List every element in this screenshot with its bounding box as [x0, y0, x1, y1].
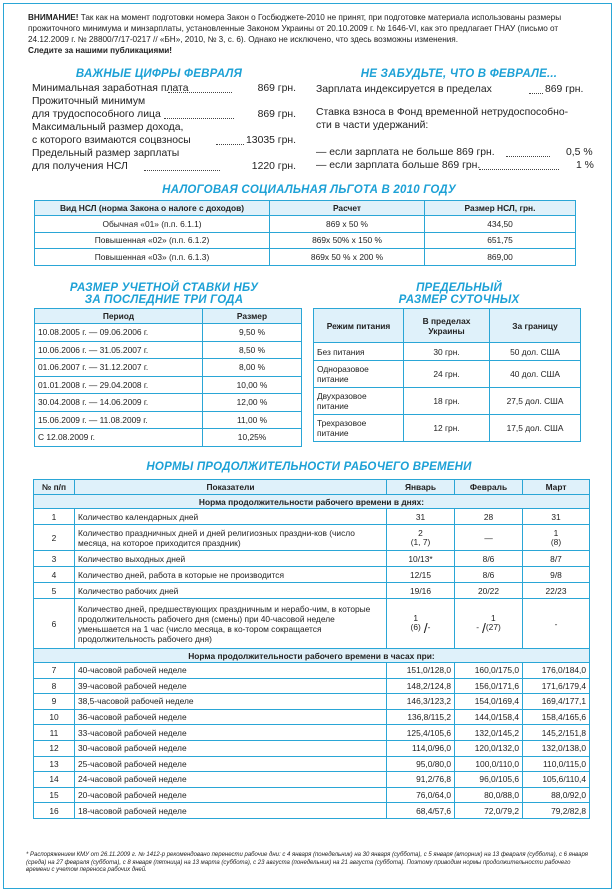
work-time-row — [34, 803, 590, 819]
feb-figure-label: с которого взимаются соцвзносы — [32, 135, 191, 146]
work-time-value: 125,4/105,6 — [387, 725, 455, 741]
nsl-cell: Повышенная «03» (п.п. 6.1.3) — [35, 249, 270, 266]
nbu-rate: 10,25% — [203, 429, 302, 447]
row-number: 5 — [34, 583, 75, 599]
rate-low-value: 0,5 % — [566, 147, 593, 158]
per-diem-mode: Без питания — [314, 343, 404, 361]
work-time-value: 91,2/76,8 — [387, 772, 455, 788]
nbu-row — [35, 411, 302, 429]
value-fraction — [551, 529, 561, 547]
nbu-table-wrap — [34, 308, 302, 447]
row-number: 6 — [34, 599, 75, 649]
work-time-header: Март — [523, 480, 590, 495]
nbu-period: 10.06.2006 г. — 31.05.2007 г. — [35, 341, 203, 359]
feb-figure-label: Максимальный размер дохода, — [32, 122, 184, 133]
per-diem-abroad: 50 дол. США — [490, 343, 581, 361]
work-time-value: 31 — [387, 509, 455, 525]
per-diem-header: В пределах Украины — [404, 309, 490, 343]
nsl-cell: 651,75 — [425, 232, 576, 249]
nsl-cell: 869,00 — [425, 249, 576, 266]
value-fraction — [411, 529, 431, 547]
value-tail: - — [427, 622, 431, 633]
feb-figure-label: Минимальная заработная плата — [32, 83, 189, 94]
work-time-value: — — [455, 525, 523, 551]
slash-divider: / — [423, 619, 428, 636]
per-diem-ukraine: 12 грн. — [404, 415, 490, 442]
work-time-row — [34, 694, 590, 710]
work-time-value: 145,2/151,8 — [523, 725, 590, 741]
per-diem-ukraine: 24 грн. — [404, 361, 490, 388]
nsl-header: Размер НСЛ, грн. — [425, 201, 576, 216]
work-time-row — [34, 709, 590, 725]
nbu-period: 15.06.2009 г. — 11.08.2009 г. — [35, 411, 203, 429]
value-main: 2 — [418, 527, 423, 538]
work-time-value: 68,4/57,6 — [387, 803, 455, 819]
nsl-header: Расчет — [270, 201, 425, 216]
work-time-value: 171,6/179,4 — [523, 678, 590, 694]
nbu-row — [35, 359, 302, 377]
work-time-value: 120,0/132,0 — [455, 740, 523, 756]
nbu-title-1: РАЗМЕР УЧЕТНОЙ СТАВКИ НБУ — [69, 282, 259, 294]
work-time-value — [387, 525, 455, 551]
work-time-row — [34, 772, 590, 788]
nsl-cell: 869х 50 % х 200 % — [270, 249, 425, 266]
work-time-value: 8/6 — [455, 567, 523, 583]
row-label: 25-часовой рабочей неделе — [75, 756, 387, 772]
nsl-row — [35, 216, 576, 233]
dots — [168, 92, 232, 93]
work-time-table — [33, 479, 590, 819]
nsl-cell: Повышенная «02» (п.п. 6.1.2) — [35, 232, 270, 249]
work-time-row — [34, 509, 590, 525]
work-time-title: НОРМЫ ПРОДОЛЖИТЕЛЬНОСТИ РАБОЧЕГО ВРЕМЕНИ — [146, 461, 472, 473]
row-label: 24-часовой рабочей неделе — [75, 772, 387, 788]
nbu-row — [35, 376, 302, 394]
work-time-value: 19/16 — [387, 583, 455, 599]
work-time-value: 80,0/88,0 — [455, 787, 523, 803]
nsl-table-wrap — [34, 200, 576, 266]
work-time-section — [34, 495, 590, 509]
row-label: 40-часовой рабочей неделе — [75, 663, 387, 679]
nsl-cell: Обычная «01» (п.п. 6.1.1) — [35, 216, 270, 233]
work-time-row — [34, 583, 590, 599]
row-label: Количество рабочих дней — [75, 583, 387, 599]
row-number: 10 — [34, 709, 75, 725]
rate-low: — если зарплата не больше 869 грн. — [316, 147, 495, 158]
work-time-value: 95,0/80,0 — [387, 756, 455, 772]
nsl-cell: 869 х 50 % — [270, 216, 425, 233]
work-time-row — [34, 740, 590, 756]
row-label: Количество выходных дней — [75, 551, 387, 567]
feb-figure-label: Предельный размер зарплаты — [32, 148, 180, 159]
work-time-value: 144,0/158,4 — [455, 709, 523, 725]
work-time-value: 136,8/115,2 — [387, 709, 455, 725]
notice-lead: ВНИМАНИЕ! — [28, 13, 79, 22]
per-diem-table — [313, 308, 581, 442]
dont-forget-line1-value: 869 грн. — [545, 84, 584, 95]
per-diem-abroad: 40 дол. США — [490, 361, 581, 388]
work-time-row — [34, 567, 590, 583]
nbu-rate: 11,00 % — [203, 411, 302, 429]
work-time-value: 72,0/79,2 — [455, 803, 523, 819]
page — [3, 3, 612, 889]
work-time-value: 156,0/171,6 — [455, 678, 523, 694]
work-time-row — [34, 787, 590, 803]
nbu-header: Размер — [203, 309, 302, 324]
work-time-value: 100,0/110,0 — [455, 756, 523, 772]
per-diem-table-wrap — [313, 308, 581, 442]
row-label: Количество дней, предшествующих праздничным и нерабо-чим, в которые продолжительность рабочего дня (смены) при 40-часовой неделе уменьшается на 1 час (число месяца, в ко-тором сокращается продолжительность рабочего дня) — [75, 599, 387, 649]
work-time-row — [34, 663, 590, 679]
row-number: 14 — [34, 772, 75, 788]
feb-figure-label: Прожиточный минимум — [32, 96, 146, 107]
work-time-row — [34, 725, 590, 741]
row-label: Количество праздничных дней и дней религиозных праздни-ков (число месяца, на которое приходится праздник) — [75, 525, 387, 551]
dont-forget-line1: Зарплата индексируется в пределах — [316, 84, 492, 95]
row-number: 3 — [34, 551, 75, 567]
work-time-value: 76,0/64,0 — [387, 787, 455, 803]
per-diem-row — [314, 361, 581, 388]
nbu-table — [34, 308, 302, 447]
nbu-period: С 12.08.2009 г. — [35, 429, 203, 447]
work-time-value: 146,3/123,2 — [387, 694, 455, 710]
per-diem-row — [314, 415, 581, 442]
nbu-period: 01.06.2007 г. — 31.12.2007 г. — [35, 359, 203, 377]
notice-text: Так как на момент подготовки номера Закон о Госбюджете-2010 не принят, при подготовке материала использованы размеры прожиточного минимума и минзарплаты, установленные Законом Украины от 20.10.2009 г. № 1646-VI, как это предлагает ГНАУ (письмо от 24.12.2009 г. № 28800/7/17-0217 // «БН», 2010, № 3, с. 6). Однако не исключено, что здесь возможны изменения. — [28, 13, 562, 44]
nsl-header: Вид НСЛ (норма Закона о налоге с доходов) — [35, 201, 270, 216]
per-diem-mode: Трехразовое питание — [314, 415, 404, 442]
work-time-value: 110,0/115,0 — [523, 756, 590, 772]
nsl-cell: 434,50 — [425, 216, 576, 233]
work-time-row — [34, 678, 590, 694]
row-label: Количество дней, работа в которые не производится — [75, 567, 387, 583]
nbu-rate: 8,00 % — [203, 359, 302, 377]
work-time-value — [387, 599, 455, 649]
row-number: 1 — [34, 509, 75, 525]
dots — [529, 93, 543, 94]
work-time-value: 88,0/92,0 — [523, 787, 590, 803]
work-time-value: 176,0/184,0 — [523, 663, 590, 679]
per-diem-mode: Одноразовое питание — [314, 361, 404, 388]
row-label: 18-часовой рабочей неделе — [75, 803, 387, 819]
nsl-cell: 869х 50% х 150 % — [270, 232, 425, 249]
work-time-value — [523, 525, 590, 551]
rate-high: — если зарплата больше 869 грн. — [316, 160, 481, 171]
work-time-value: 96,0/105,6 — [455, 772, 523, 788]
dots — [479, 169, 559, 170]
row-number: 7 — [34, 663, 75, 679]
nbu-period: 10.08.2005 г. — 09.06.2006 г. — [35, 324, 203, 342]
row-number: 4 — [34, 567, 75, 583]
per-diem-row — [314, 343, 581, 361]
rate-high-value: 1 % — [576, 160, 594, 171]
work-time-table-wrap — [33, 479, 590, 819]
dots — [216, 144, 244, 145]
row-number: 16 — [34, 803, 75, 819]
work-time-row — [34, 525, 590, 551]
nbu-rate: 9,50 % — [203, 324, 302, 342]
work-time-row — [34, 551, 590, 567]
nbu-rate: 8,50 % — [203, 341, 302, 359]
feb-figure-label: для получения НСЛ — [32, 161, 128, 172]
row-label: 30-часовой рабочей неделе — [75, 740, 387, 756]
nbu-row — [35, 324, 302, 342]
work-time-value: 151,0/128,0 — [387, 663, 455, 679]
row-label: 33-часовой рабочей неделе — [75, 725, 387, 741]
per-diem-header: Режим питания — [314, 309, 404, 343]
row-number: 11 — [34, 725, 75, 741]
notice — [28, 12, 588, 56]
row-number: 12 — [34, 740, 75, 756]
work-time-header: № п/п — [34, 480, 75, 495]
nbu-header: Период — [35, 309, 203, 324]
row-label: 39-часовой рабочей неделе — [75, 678, 387, 694]
value-sub: (27) — [485, 622, 501, 633]
row-number: 15 — [34, 787, 75, 803]
work-time-value: 160,0/175,0 — [455, 663, 523, 679]
row-number: 2 — [34, 525, 75, 551]
per-diem-ukraine: 30 грн. — [404, 343, 490, 361]
work-time-value: 20/22 — [455, 583, 523, 599]
work-time-row — [34, 599, 590, 649]
row-label: 20-часовой рабочей неделе — [75, 787, 387, 803]
work-time-value — [455, 599, 523, 649]
dont-forget-title: НЕ ЗАБУДЬТЕ, ЧТО В ФЕВРАЛЕ... — [360, 68, 558, 80]
section-caption: Норма продолжительности рабочего времени в часах при: — [34, 649, 590, 663]
nbu-rate: 12,00 % — [203, 394, 302, 412]
per-diem-header: За границу — [490, 309, 581, 343]
row-label: 38,5-часовой рабочей неделе — [75, 694, 387, 710]
row-number: 9 — [34, 694, 75, 710]
work-time-value: 8/7 — [523, 551, 590, 567]
nsl-row — [35, 232, 576, 249]
work-time-value: 22/23 — [523, 583, 590, 599]
nbu-rate: 10,00 % — [203, 376, 302, 394]
nsl-table — [34, 200, 576, 266]
work-time-header: Январь — [387, 480, 455, 495]
per-diem-abroad: 27,5 дол. США — [490, 388, 581, 415]
row-number: 8 — [34, 678, 75, 694]
work-time-value: 8/6 — [455, 551, 523, 567]
per-diem-title-2: РАЗМЕР СУТОЧНЫХ — [398, 294, 520, 306]
work-time-value: 105,6/110,4 — [523, 772, 590, 788]
work-time-value: 12/15 — [387, 567, 455, 583]
value-main: 1 — [491, 613, 496, 624]
nsl-row — [35, 249, 576, 266]
per-diem-abroad: 17,5 дол. США — [490, 415, 581, 442]
nsl-title: НАЛОГОВАЯ СОЦИАЛЬНАЯ ЛЬГОТА В 2010 ГОДУ — [162, 184, 456, 196]
dont-forget-para-1: Ставка взноса в Фонд временной нетрудоспособно- — [316, 107, 569, 118]
footnote: * Распоряжением КМУ от 26.11.2009 г. № 1412-р рекомендовано перенести рабочие дни: с 4 января (понедельник) на 30 января (суббота), с 5 января (вторник) на 13 февраля (суббота), с 6 января (среда) на 27 февраля (суббота), с 8 января (пятница) на 13 марта (суббота), с 23 августа (понедельник) на 21 августа (суббота). Поэтому приводим нормы продолжительности рабочего времени с учетом переноса рабочих дней. — [26, 852, 588, 874]
work-time-value: 79,2/82,8 — [523, 803, 590, 819]
dont-forget-para-2: сти в части удержаний: — [316, 120, 429, 131]
value-head: - — [476, 622, 479, 633]
nbu-period: 01.01.2008 г. — 29.04.2008 г. — [35, 376, 203, 394]
value-main: 1 — [553, 527, 559, 538]
work-time-value: 169,4/177,1 — [523, 694, 590, 710]
work-time-value: - — [523, 599, 590, 649]
work-time-value: 158,4/165,6 — [523, 709, 590, 725]
work-time-value: 10/13* — [387, 551, 455, 567]
work-time-header: Показатели — [75, 480, 387, 495]
dots — [144, 170, 220, 171]
row-label: 36-часовой рабочей неделе — [75, 709, 387, 725]
row-number: 13 — [34, 756, 75, 772]
slash-divider: / — [482, 619, 486, 636]
feb-figure-value: 869 грн. — [257, 109, 296, 120]
work-time-value: 114,0/96,0 — [387, 740, 455, 756]
feb-figures-title: ВАЖНЫЕ ЦИФРЫ ФЕВРАЛЯ — [75, 68, 243, 80]
feb-figure-value: 1220 грн. — [251, 161, 296, 172]
work-time-value: 132,0/145,2 — [455, 725, 523, 741]
nbu-title-2: ЗА ПОСЛЕДНИЕ ТРИ ГОДА — [84, 294, 244, 306]
work-time-value: 148,2/124,8 — [387, 678, 455, 694]
nbu-period: 30.04.2008 г. — 14.06.2009 г. — [35, 394, 203, 412]
value-fraction — [411, 614, 421, 632]
dots — [506, 156, 550, 157]
work-time-section — [34, 649, 590, 663]
dots — [164, 118, 234, 119]
nbu-row — [35, 341, 302, 359]
work-time-header: Февраль — [455, 480, 523, 495]
work-time-value: 28 — [455, 509, 523, 525]
nbu-row — [35, 429, 302, 447]
row-label: Количество календарных дней — [75, 509, 387, 525]
per-diem-title-1: ПРЕДЕЛЬНЫЙ — [416, 282, 502, 294]
work-time-value: 31 — [523, 509, 590, 525]
per-diem-row — [314, 388, 581, 415]
work-time-value: 154,0/169,4 — [455, 694, 523, 710]
work-time-value: 132,0/138,0 — [523, 740, 590, 756]
section-caption: Норма продолжительности рабочего времени в днях: — [34, 495, 590, 509]
value-fraction — [486, 614, 501, 632]
value-main: 1 — [413, 613, 418, 624]
work-time-value: 9/8 — [523, 567, 590, 583]
feb-figure-value: 13035 грн. — [246, 135, 296, 146]
value-sub: (6) — [410, 622, 421, 633]
feb-figure-label: для трудоспособного лица — [32, 109, 161, 120]
per-diem-mode: Двухразовое питание — [314, 388, 404, 415]
nbu-row — [35, 394, 302, 412]
feb-figure-value: 869 грн. — [257, 83, 296, 94]
value-sub: (8) — [550, 536, 562, 547]
per-diem-ukraine: 18 грн. — [404, 388, 490, 415]
work-time-row — [34, 756, 590, 772]
notice-follow: Следите за нашими публикациями! — [28, 46, 173, 55]
value-sub: (1, 7) — [410, 536, 431, 547]
